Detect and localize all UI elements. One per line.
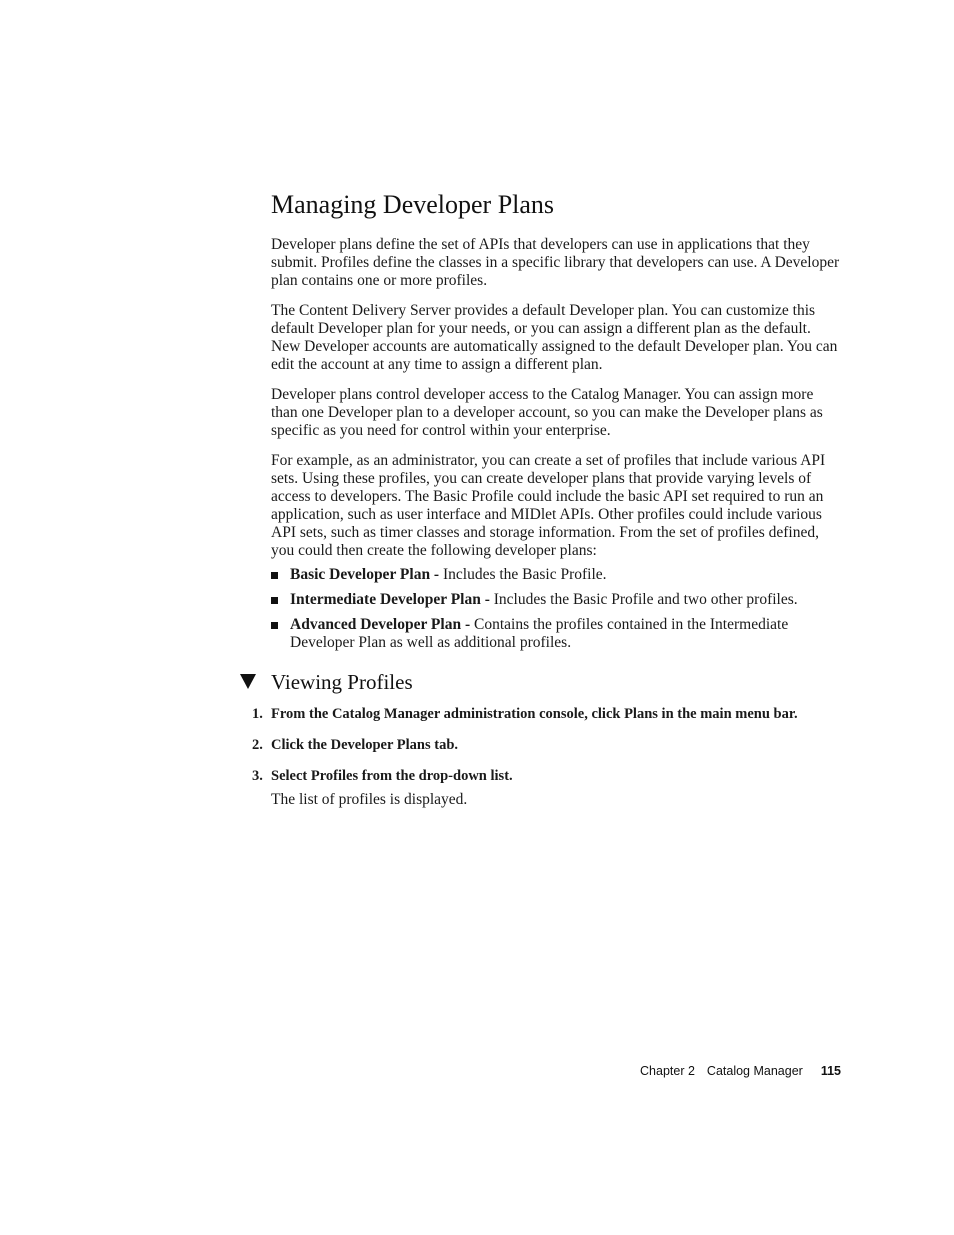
bullet-square-icon xyxy=(271,597,278,604)
step xyxy=(252,736,841,754)
paragraph: Developer plans control developer access to the Catalog Manager. You can assign more than one Developer plan to a developer account, so you can make the Developer plans as specific as you need for control within your enterprise. xyxy=(271,386,823,439)
section-title: Managing Developer Plans xyxy=(271,190,555,219)
page-content xyxy=(252,190,841,822)
step xyxy=(252,705,841,723)
procedure-heading xyxy=(271,669,841,695)
paragraph: For example, as an administrator, you can create a set of profiles that include various API sets. Using these profiles, you can create developer plans that provide varying levels of access to developers. The Basic Profile could include the basic API set required to run an application, such as user interface and MIDlet APIs. Other profiles could include various API sets, such as timer classes and storage information. From the set of profiles defined, you could then create the following developer plans: xyxy=(271,452,826,559)
step-number: 3. xyxy=(252,768,263,784)
procedure-steps xyxy=(252,705,841,809)
paragraph: The Content Delivery Server provides a default Developer plan. You can customize this default Developer plan for your needs, or you can assign a different plan as the default. New Developer accounts are automatically assigned to the default Developer plan. You can edit the account at any time to assign a different plan. xyxy=(271,302,838,373)
step-number: 2. xyxy=(252,737,263,753)
triangle-down-icon xyxy=(240,674,256,689)
bullet-term: Intermediate Developer Plan - xyxy=(290,591,490,608)
step xyxy=(252,767,841,809)
step-instruction: Click the Developer Plans tab. xyxy=(271,737,459,753)
bullet-text: Includes the Basic Profile and two other profiles. xyxy=(489,591,798,608)
list-item xyxy=(271,566,841,584)
step-instruction: Select Profiles from the drop-down list. xyxy=(271,768,513,784)
bullet-term: Advanced Developer Plan - xyxy=(290,616,471,633)
paragraph: Developer plans define the set of APIs that developers can use in applications that they submit. Profiles define the classes in a specific library that developers can use. A Developer plan contains one or more profiles. xyxy=(271,236,840,289)
step-instruction: From the Catalog Manager administration console, click Plans in the main menu bar. xyxy=(271,706,798,722)
bullet-square-icon xyxy=(271,572,278,579)
bullet-square-icon xyxy=(271,622,278,629)
bullet-term: Basic Developer Plan - xyxy=(290,566,440,583)
page-footer xyxy=(640,1063,841,1079)
step-number: 1. xyxy=(252,706,263,722)
plan-list xyxy=(271,566,841,652)
list-item xyxy=(271,591,841,609)
procedure-title: Viewing Profiles xyxy=(271,670,413,694)
page-number: 115 xyxy=(820,1064,841,1078)
footer-section: Catalog Manager xyxy=(706,1064,803,1078)
bullet-text: Includes the Basic Profile. xyxy=(439,566,607,583)
step-result: The list of profiles is displayed. xyxy=(271,791,468,808)
footer-chapter: Chapter 2 xyxy=(640,1064,695,1078)
list-item xyxy=(271,616,841,652)
bullet-text: Contains the profiles contained in the Intermediate Developer Plan as well as additional profiles. xyxy=(290,616,789,651)
